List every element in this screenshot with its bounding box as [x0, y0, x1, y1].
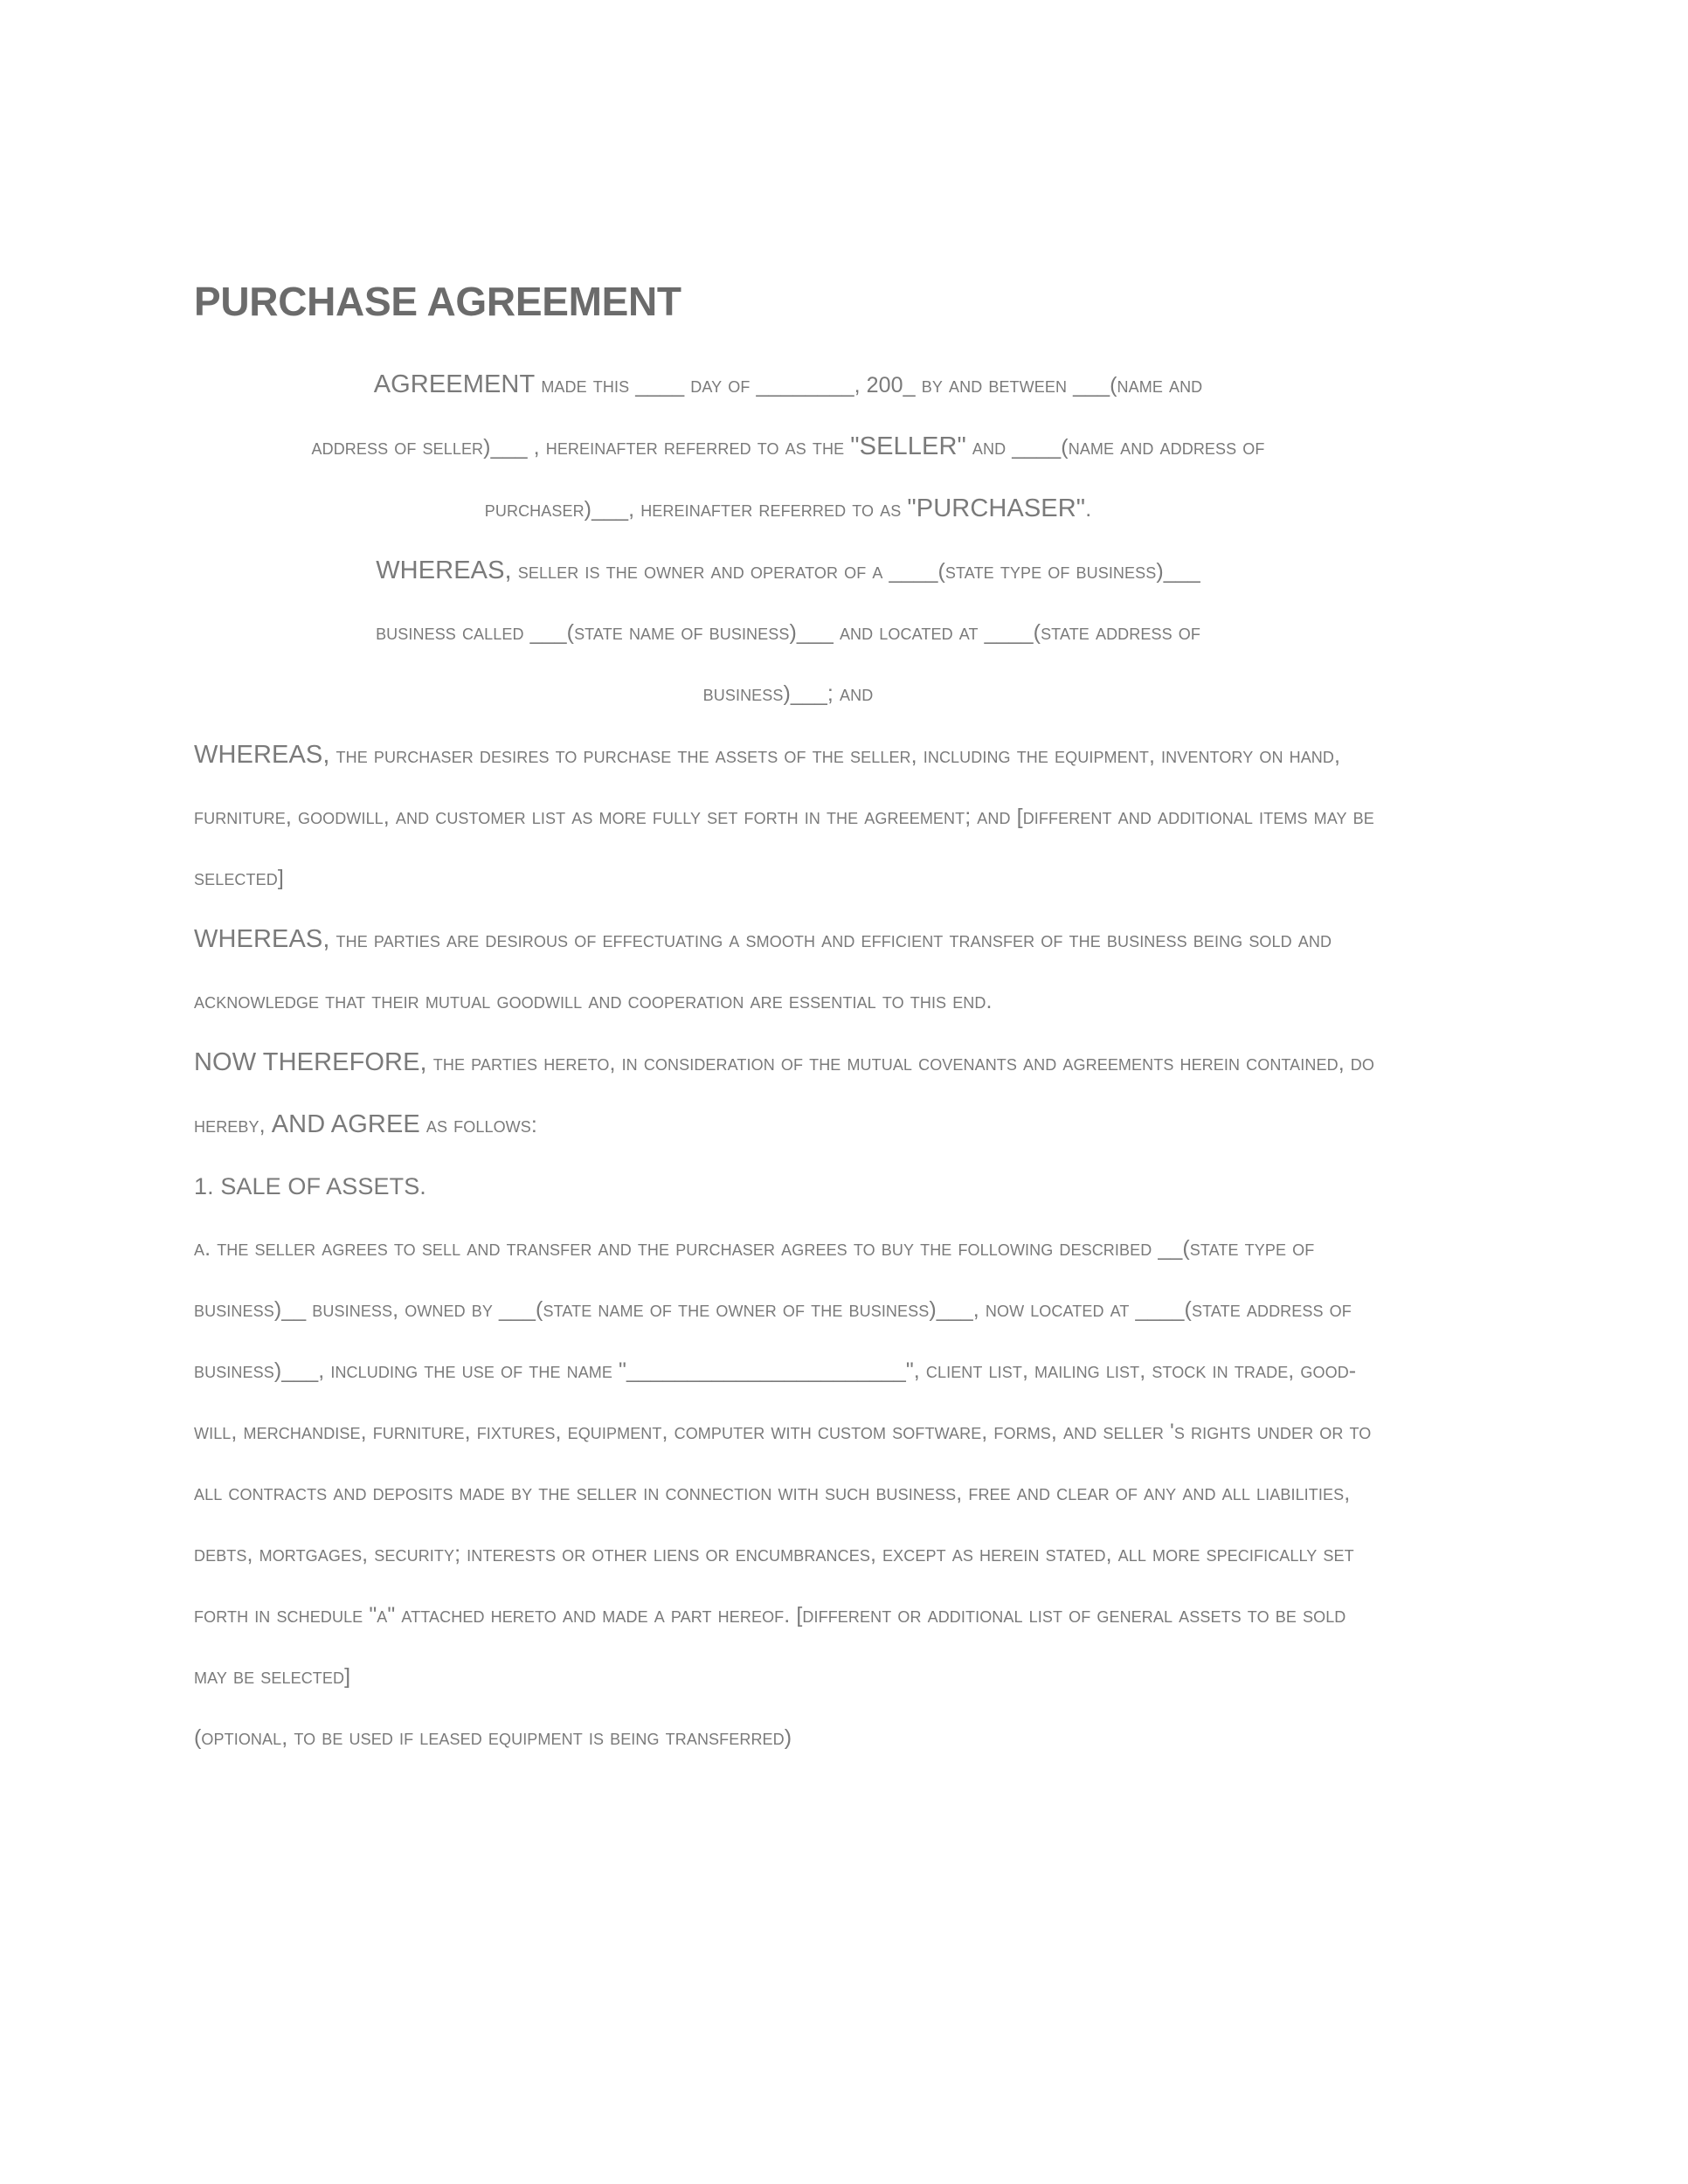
emphasis-text: AGREEMENT: [373, 370, 536, 398]
body-text: a. the seller agrees to sell and transfer and the purchaser agrees to buy the following described __(state type of business)__ business, owned by ___(state name of the owner of the business)___, now located at ____(state address of business)___, including the use of the name ": [194, 1235, 1352, 1383]
body-text: .: [1085, 496, 1092, 522]
paragraph-optional-note: [194, 1707, 1382, 1768]
body-text: address of seller)___ , hereinafter referred to as the: [311, 434, 851, 460]
paragraph-whereas-purchaser: [194, 724, 1382, 909]
emphasis-text: "SELLER": [850, 432, 966, 460]
emphasis-text: NOW THEREFORE,: [194, 1047, 427, 1076]
document-body: [194, 354, 1382, 1768]
body-text: purchaser)___, hereinafter referred to as: [484, 496, 908, 522]
body-text: the parties hereto, in consideration of the mutual covenants and agreements herein contained, do hereby,: [194, 1050, 1374, 1137]
body-text: (optional, to be used if leased equipment is being transferred): [194, 1724, 792, 1750]
body-text: as follows:: [419, 1112, 537, 1137]
intro-line: [194, 478, 1382, 540]
intro-line: [194, 663, 1382, 724]
body-text: the purchaser desires to purchase the assets of the seller, including the equipment, inventory on hand, furniture, goodwill, and customer list as more fully set forth in the agreement; and [different and additional items may be selected]: [194, 743, 1374, 890]
body-text: made this ____ day of ________, 200_ by and between ___(name and: [535, 372, 1203, 397]
intro-line: [194, 354, 1382, 416]
body-text: seller is the owner and operator of a ____(state type of business)___: [511, 558, 1200, 584]
paragraph-now-therefore: [194, 1032, 1382, 1156]
emphasis-text: WHEREAS,: [194, 924, 330, 953]
section-heading-sale-of-assets: [194, 1156, 1382, 1218]
fill-in-blank-business-name[interactable]: _______________________: [626, 1358, 906, 1383]
intro-line: [194, 540, 1382, 602]
section-heading-text: 1. SALE OF ASSETS.: [194, 1172, 426, 1199]
body-text: business called ___(state name of business)___ and located at ____(state address of: [376, 619, 1200, 645]
page-title: PURCHASE AGREEMENT: [194, 279, 681, 324]
body-text: ", client list, mailing list, stock in trade, good-will, merchandise, furniture, fixtures, equipment, computer with custom software, forms, and seller 's rights under or to all contracts and deposits made by the seller in connection with such business, free and clear of any and all liabilities, debts, mortgages, security; interests or other liens or encumbrances, except as herein stated, all more specifically set forth in schedule "a" attached hereto and made a part hereof. [different or additional list of general assets to be sold may be selected]: [194, 1358, 1372, 1689]
emphasis-text: "PURCHASER": [907, 494, 1086, 522]
body-text: business)___; and: [702, 681, 874, 706]
paragraph-clause-a: [194, 1218, 1382, 1707]
emphasis-text: WHEREAS,: [376, 556, 512, 584]
intro-line: [194, 602, 1382, 663]
body-text: the parties are desirous of effectuating a smooth and efficient transfer of the business being sold and acknowledge that their mutual goodwill and cooperation are essential to this end.: [194, 927, 1332, 1013]
body-text: and ____(name and address of: [965, 434, 1265, 460]
intro-line: [194, 416, 1382, 478]
emphasis-text: WHEREAS,: [194, 740, 330, 769]
paragraph-whereas-parties: [194, 909, 1382, 1032]
intro-block: [194, 354, 1382, 724]
emphasis-text: AND AGREE: [271, 1109, 420, 1138]
